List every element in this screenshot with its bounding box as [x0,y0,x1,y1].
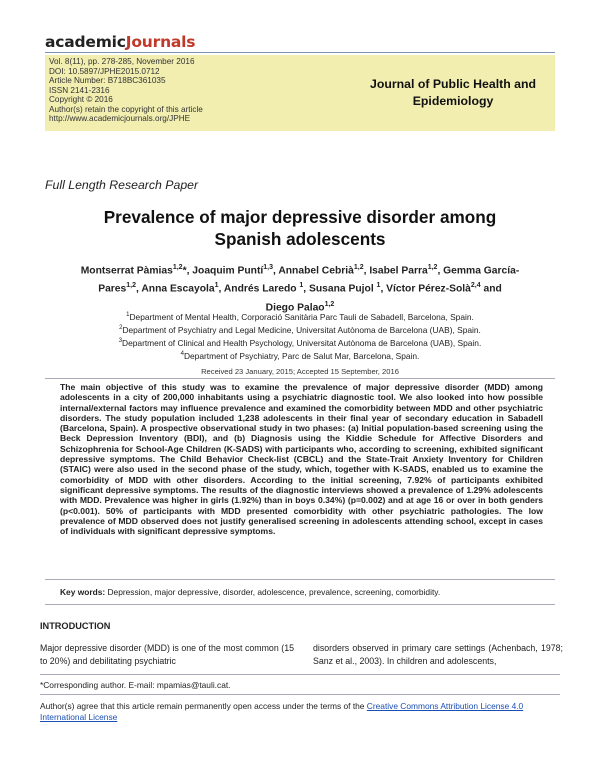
abstract: The main objective of this study was to examine the prevalence of major depressive disorder (MDD) among adolescents in a city of 200,000 inhabitants using a psychiatric diagnostic tool. We also looked into how possible internal/external factors may influence prevalence and examined the comorbidity between MDD and other psychiatric disorders. The study population included 1,238 adolescents in their final year of secondary education in Sabadell (Barcelona, Spain). A prospective observational study in two phases: (a) Initial population-based screening using the Beck Depression Inventory (BDI), and (b) Diagnosis using the Kiddie Schedule for Affective Disorders and Schizophrenia for School-Age Children (K-SADS) with participants who, according to screening, exhibited significant depressive symptoms. The Child Behavior Check-list (CBCL) and the State-Trait Anxiety Inventory for Children (STAIC) were also used in the second phase of the study, which, together with K-SADS, enabled us to examine the comorbidity of MDD with other disorders. According to the initial screening, 7.92% of participants exhibited significant depressive symptoms. The results of the diagnostic interviews showed a prevalence of 1.29% adolescents with MDD. Prevalence was higher in girls (1.92%) than in boys 0.34%) (p=0.002) and at age 16 or over in both genders (p<0.001). 50% of participants with MDD presented comorbidity with other psychiatric pathologies. The low prevalence of MDD observed does not justify generalised screening in adolescents attending school, except in cases of individuals with significant depressive symptoms. [60,382,543,537]
meta-url[interactable]: http://www.academicjournals.org/JPHE [49,114,191,123]
received-dates: Received 23 January, 2015; Accepted 15 September, 2016 [201,367,399,376]
affiliation-item: $^1$Department of Mental Health, Corporació Sanitària Parc Tauli de Sabadell, Barcelona, Spain. [126,311,474,322]
author-list [45,260,555,315]
intro-column-left: Major depressive disorder (MDD) is one of the most common (15 to 20%) and debilitating psychiatric [40,643,294,666]
article-metadata [49,57,203,124]
meta-copyright: Copyright © 2016 [49,95,113,104]
article-type: Full Length Research Paper [45,178,199,192]
author-line-3: Diego Palao$^{1,2}$ [265,300,335,314]
paper-title: Prevalence of major depressive disorder among Spanish adolescents [103,207,497,249]
corresponding-author: *Corresponding author. E-mail: mpamias@tauli.cat. [40,680,231,690]
publisher-logo: academicJournals [45,33,196,51]
keywords-label: Key words: [60,587,106,597]
section-heading-introduction: INTRODUCTION [40,621,111,631]
footer-divider [40,674,560,675]
license-link[interactable]: Creative Commons Attribution License 4.0 International License [40,701,524,722]
meta-article-number: Article Number: B718BC361035 [49,76,166,85]
author-line-1: Montserrat Pàmias$^{1,2}$*, Joaquim Puntí$^{1,3}$, Annabel Cebrià$^{1,2}$, Isabel Parra$^{1,2}$, Gemma García- [80,264,520,277]
keywords-divider [45,604,555,605]
intro-column-right: disorders observed in primary care settings (Achenbach, 1978; Sanz et al., 2003). In children and adolescents, [313,643,563,666]
license-notice: Author(s) agree that this article remain permanently open access under the terms of the Creative Commons Attribution License 4.0 International License [40,701,524,722]
meta-volume: Vol. 8(11), pp. 278-285, November 2016 [49,57,195,66]
affiliation-item: $^4$Department of Psychiatry, Parc de Salut Mar, Barcelona, Spain. [180,351,420,362]
affiliation-item: $^2$Department of Psychiatry and Legal Medicine, Universitat Autònoma de Barcelona (UAB), Spain. [119,324,481,335]
author-line-2: Pares$^{1,2}$, Anna Escayola$^1$, Andrés Laredo $^1$, Susana Pujol $^1$, Víctor Pérez-Solà$^{2,4}$ and [98,282,502,295]
abstract-bottom-divider [45,579,555,580]
abstract-top-divider [45,378,555,379]
journal-title: Journal of Public Health and Epidemiology [369,77,537,108]
affiliations [45,310,555,362]
meta-retain-copyright: Author(s) retain the copyright of this article [49,104,203,114]
affiliation-item: $^3$Department of Clinical and Health Psychology, Universitat Autònoma de Barcelona (UAB), Spain. [118,337,482,348]
keywords-list: Depression, major depressive, disorder, adolescence, prevalence, screening, comorbidity. [105,587,441,597]
meta-issn: ISSN 2141-2316 [49,85,110,95]
keywords [60,587,440,597]
meta-doi: DOI: 10.5897/JPHE2015.0712 [49,66,160,76]
footer-divider-2 [40,694,560,695]
header-divider [45,52,555,53]
